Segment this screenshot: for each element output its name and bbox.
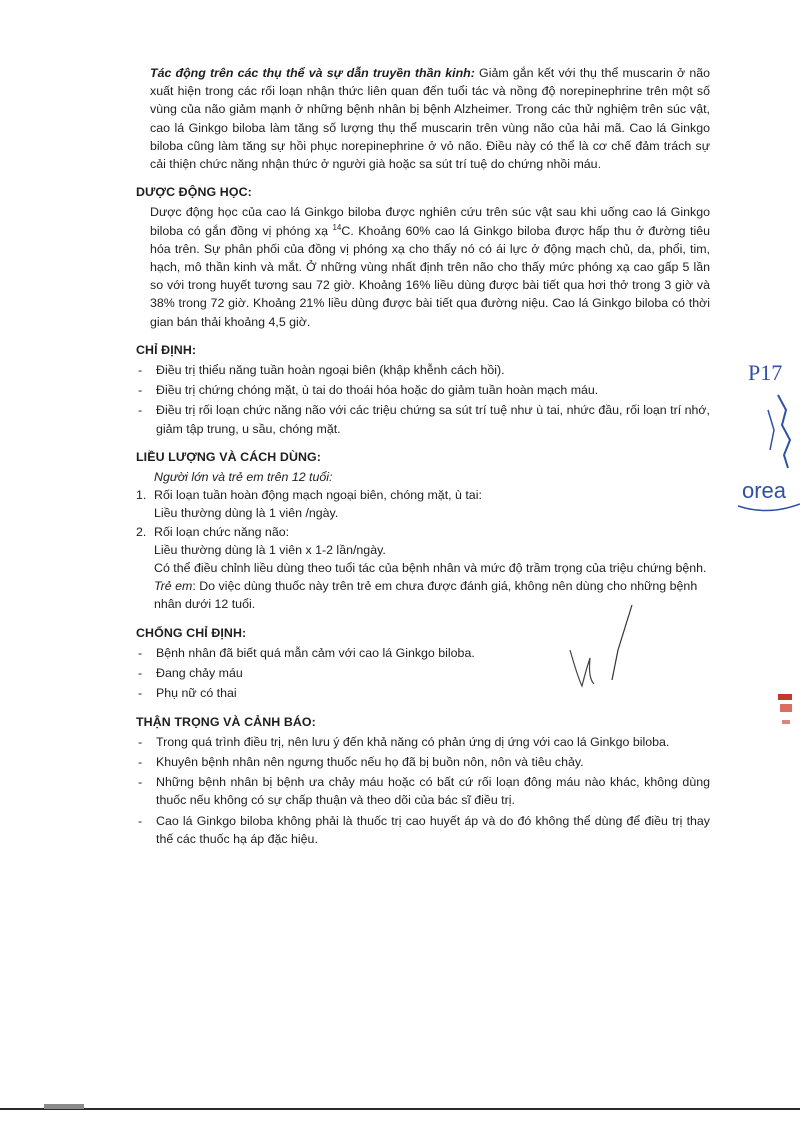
list-item: - Cao lá Ginkgo biloba không phải là thuốc trị cao huyết áp và do đó không thể dùng để điều trị thay thế các thuốc hạ áp đặc hiệu. <box>136 812 710 848</box>
intro-lead: Tác động trên các thụ thể và sự dẫn truyền thần kinh: <box>150 66 475 80</box>
indications-list <box>136 361 710 438</box>
warnings-list <box>136 733 710 848</box>
dosage-item2-note: Có thể điều chỉnh liều dùng theo tuổi tác của bệnh nhân và mức độ trầm trọng của triệu chứng bệnh. <box>154 561 707 576</box>
stamp-text-top: P17 <box>748 360 783 385</box>
contraindications-heading: CHỐNG CHỈ ĐỊNH: <box>136 625 247 640</box>
page-bottom-rule <box>0 1108 800 1110</box>
list-item: - Điều trị chứng chóng mặt, ù tai do thoái hóa hoặc do giảm tuần hoàn mạch máu. <box>136 381 710 399</box>
intro-paragraph <box>150 64 710 173</box>
list-item: - Những bệnh nhân bị bệnh ưa chảy máu hoặc có bất cứ rối loạn đông máu nào khác, không dùng thuốc nếu không có sự chấp thuận và theo dõi của bác sĩ điều trị. <box>136 773 710 809</box>
list-item: - Đang chảy máu <box>136 664 710 682</box>
pharmacokinetics-heading: DƯỢC ĐỘNG HỌC: <box>136 185 252 200</box>
warnings-heading: THẬN TRỌNG VÀ CẢNH BÁO: <box>136 714 316 729</box>
dosage-heading: LIỀU LƯỢNG VÀ CÁCH DÙNG: <box>136 449 322 464</box>
stamp-text-bottom: orea <box>742 478 787 503</box>
dosage-list <box>136 486 710 613</box>
stamp-icon <box>738 350 800 520</box>
pk-isotope: 14 <box>332 222 342 232</box>
page-bottom-mark <box>44 1104 84 1109</box>
dosage-item2-dose: Liều thường dùng là 1 viên x 1-2 lần/ngày. <box>154 542 386 557</box>
pk-text-before: Dược động học của cao lá Ginkgo biloba được nghiên cứu trên súc vật sau khi uống cao lá Ginkgo biloba có gắn đồng vị phóng xạ <box>150 205 710 238</box>
dosage-adults-label: Người lớn và trẻ em trên 12 tuổi: <box>154 470 333 485</box>
dosage-item1-dose: Liều thường dùng là 1 viên /ngày. <box>154 506 339 521</box>
red-margin-mark <box>776 690 796 740</box>
pk-text-after: C. Khoảng 60% cao lá Ginkgo biloba được hấp thu ở đường tiêu hóa trên. Sự phân phối của đồng vị phóng xạ cho thấy nó có ái lực ở động mạch chủ, da, phổi, tim, hạch, mô thần kinh và mắt. Ở những vùng nhất định trên não cho thấy mức phóng xạ cao gấp 5 lần so với trong huyết tương sau 72 giờ. Khoảng 16% liều dùng được bài tiết qua hơi thở trong 3 giờ và 38% trong 72 giờ. Khoảng 21% liều dùng được bài tiết qua đường niệu. Cao lá Ginkgo biloba có thời gian bán thải khoảng 4,5 giờ. <box>150 223 711 329</box>
list-item: - Phụ nữ có thai <box>136 684 710 702</box>
list-item <box>136 486 710 522</box>
document-page <box>136 64 710 850</box>
signature-mark <box>560 600 650 710</box>
list-item: - Khuyên bệnh nhân nên ngưng thuốc nếu họ đã bị buồn nôn, nôn và tiêu chảy. <box>136 753 710 771</box>
list-item: - Bệnh nhân đã biết quá mẫn cảm với cao lá Ginkgo biloba. <box>136 644 710 662</box>
dosage-item2-title: Rối loạn chức năng não: <box>154 524 290 539</box>
list-item: - Trong quá trình điều trị, nên lưu ý đến khả năng có phản ứng dị ứng với cao lá Ginkgo biloba. <box>136 733 710 751</box>
list-item: - Điều trị rối loạn chức năng não với các triệu chứng sa sút trí tuệ như ù tai, nhức đầu, rối loạn trí nhớ, giảm tập trung, u sầu, chóng mặt. <box>136 401 710 437</box>
list-item: - Điều trị thiểu năng tuần hoàn ngoại biên (khập khễnh cách hồi). <box>136 361 710 379</box>
dosage-item1-title: Rối loạn tuần hoàn động mạch ngoại biên, chóng mặt, ù tai: <box>154 488 482 503</box>
item-number: 1. <box>136 488 147 503</box>
item-number: 2. <box>136 524 147 539</box>
children-text: : Do việc dùng thuốc này trên trẻ em chưa được đánh giá, không nên dùng cho những bệnh nhân dưới 12 tuổi. <box>154 579 698 612</box>
pharmacokinetics-paragraph <box>150 203 710 330</box>
indications-heading: CHỈ ĐỊNH: <box>136 342 197 357</box>
children-label: Trẻ em <box>154 579 193 594</box>
intro-text: Giảm gắn kết với thụ thể muscarin ở não xuất hiện trong các rối loạn nhận thức liên quan đến tuổi tác và nồng độ norepinephrine trên một số vùng của não giảm mạnh ở những bệnh nhân bị bệnh Alzheimer. Trong các thử nghiệm trên súc vật, cao lá Ginkgo biloba làm tăng số lượng thụ thể muscarin trên vùng não của hải mã. Cao lá Ginkgo biloba cũng làm tăng sự hồi phục norepinephrine ở vỏ não. Điều này có thể là cơ chế đảm trách sự cải thiện chức năng nhận thức ở người già hoặc sa sút trí tuệ do chứng nhồi máu. <box>150 66 710 172</box>
